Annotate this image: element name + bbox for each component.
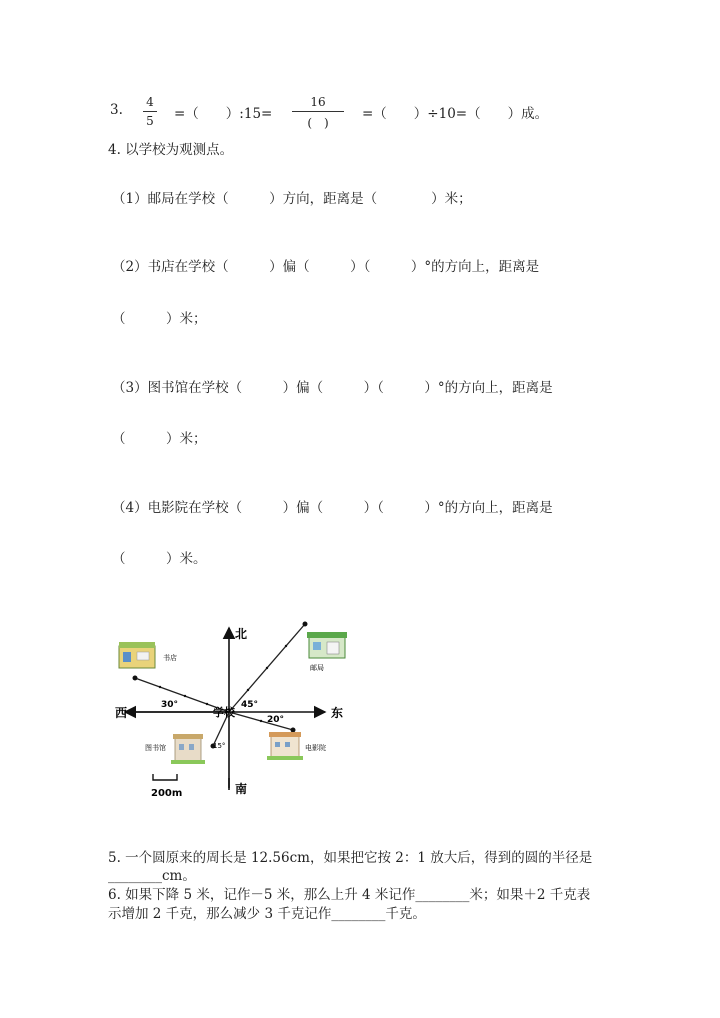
q4-item-4-cont: （ ）米。 — [112, 551, 207, 567]
q3-fraction-2-numerator: 16 — [310, 95, 326, 109]
q3-fraction-2-bar — [292, 111, 344, 112]
q5-line-2: ________cm。 — [108, 868, 196, 884]
q4-item-3: （3）图书馆在学校（ ）偏（ ）（ ）°的方向上，距离是 — [112, 380, 553, 396]
label-north: 北 — [235, 627, 248, 641]
q3-equation-2: =（ ）÷10=（ ）成。 — [362, 106, 549, 122]
point-post-office — [303, 622, 308, 627]
q6-line-1: 6. 如果下降 5 米，记作－5 米，那么上升 4 米记作________米；如果＋2 千克表 — [108, 887, 591, 903]
q4-item-2-cont: （ ）米； — [112, 311, 207, 327]
direction-map — [105, 618, 365, 808]
label-library: 图书馆 — [145, 744, 166, 752]
q3-number: 3. — [110, 102, 123, 118]
q3-fraction-2-denominator: ( ) — [307, 116, 329, 130]
q5-line-1: 5. 一个圆原来的周长是 12.56cm，如果把它按 2：1 放大后，得到的圆的半径是 — [108, 850, 593, 866]
q3-equation-1: =（ ）:15= — [174, 106, 273, 122]
label-east: 东 — [331, 706, 344, 720]
scale-bar — [153, 774, 177, 780]
cinema-icon — [267, 732, 303, 760]
q6-line-2: 示增加 2 千克，那么减少 3 千克记作________千克。 — [108, 906, 426, 922]
label-west: 西 — [115, 706, 128, 720]
q3-fraction-1-denominator: 5 — [146, 114, 154, 128]
scale-label: 200m — [151, 788, 183, 799]
q4-item-4: （4）电影院在学校（ ）偏（ ）（ ）°的方向上，距离是 — [112, 500, 553, 516]
point-cinema — [291, 728, 296, 733]
angle-15: 15° — [213, 742, 226, 750]
bookstore-icon — [119, 642, 155, 668]
q4-item-1: （1）邮局在学校（ ）方向，距离是（ ）米； — [112, 191, 472, 207]
angle-30: 30° — [161, 700, 179, 710]
label-cinema: 电影院 — [305, 744, 326, 752]
point-bookstore — [133, 676, 138, 681]
q3-fraction-2 — [292, 95, 344, 131]
q3-fraction-1-numerator: 4 — [146, 95, 154, 109]
q3-fraction-1-bar — [143, 111, 157, 112]
q4-item-2: （2）书店在学校（ ）偏（ ）（ ）°的方向上，距离是 — [112, 259, 540, 275]
label-post-office: 邮局 — [310, 664, 324, 672]
library-icon — [171, 734, 205, 764]
post-office-icon — [307, 632, 347, 658]
q4-title: 4. 以学校为观测点。 — [108, 142, 234, 158]
label-bookstore: 书店 — [163, 654, 177, 662]
label-school: 学校 — [213, 706, 235, 719]
q4-item-3-cont: （ ）米； — [112, 431, 207, 447]
label-south: 南 — [235, 782, 248, 796]
q3-fraction-1 — [143, 95, 157, 128]
angle-45: 45° — [241, 700, 259, 710]
angle-20: 20° — [267, 715, 285, 725]
